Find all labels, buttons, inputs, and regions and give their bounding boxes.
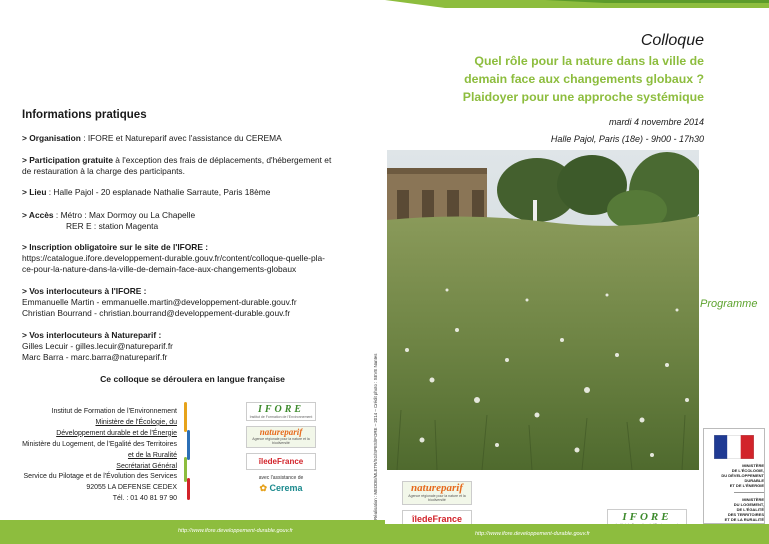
ministry-line: DU DÉVELOPPEMENT (721, 473, 764, 478)
credits-text: Réalisation : MEDDE/MLETR/SG/SPES/IFORE – 2014 – Crédit photo : SEVE Nantes (373, 353, 378, 520)
ministry-line: DE L'ÉGALITÉ (736, 507, 764, 512)
organisation-line (22, 133, 374, 144)
natureparif-logo-text: natureparif (259, 427, 303, 437)
ifore-contacts-label: > Vos interlocuteurs à l'IFORE : (22, 286, 147, 296)
ministry-line: MINISTÈRE (742, 463, 764, 468)
ifore-contacts (22, 286, 374, 319)
info-title: Informations pratiques (22, 109, 147, 121)
top-green-band (385, 0, 769, 8)
institution-line: Service du Pilotage et de l'Évolution des Services (23, 473, 177, 481)
institution-address (6, 407, 177, 505)
ifore-logo (246, 402, 316, 421)
headline-line: Plaidoyer pour une approche systémique (462, 90, 704, 104)
color-stripes (184, 402, 192, 502)
ministry-line: DES TERRITOIRES (727, 512, 764, 517)
event-headline (404, 52, 704, 106)
lieu-value: : Halle Pajol - 20 esplanade Nathalie Sarraute, Paris 18ème (46, 187, 271, 197)
natureparif-logo-text: natureparif (411, 482, 463, 494)
footer-url-right[interactable]: http://www.ifore.developpement-durable.gouv.fr (475, 531, 590, 537)
ifore-logo-text: IFORE (622, 511, 672, 523)
natureparif-contacts (22, 330, 374, 363)
lieu-line (22, 187, 374, 198)
organisation-label: > Organisation (22, 133, 81, 143)
acces-label: > Accès (22, 210, 54, 220)
event-place: Halle Pajol, Paris (18e) - 9h00 - 17h30 (550, 134, 704, 144)
institution-line: Institut de Formation de l'Environnement (51, 408, 177, 415)
acces-line (22, 210, 374, 232)
ministry-logo (703, 428, 765, 524)
natureparif-contact-2[interactable]: Marc Barra - marc.barra@natureparif.fr (22, 352, 168, 362)
iledefrance-logo-large: îledeFrance (402, 510, 472, 528)
institution-line: Ministère du Logement, de l'Egalité des Territoires (22, 440, 177, 448)
institution-line: Secrétariat Général (116, 462, 177, 470)
acces-value-1: : Métro : Max Dormoy ou La Chapelle (53, 210, 196, 220)
participation-value-2: de restauration à la charge des participants. (22, 166, 185, 176)
cerema-icon: ✿ (259, 483, 267, 493)
natureparif-logo-subtitle: Agence régionale pour la nature et la biodiversité (252, 437, 310, 445)
organisation-value: : IFORE et Natureparif avec l'assistance du CEREMA (80, 133, 282, 143)
ifore-logo-subtitle: Institut de Formation de l'Environnement (249, 415, 313, 419)
assist-label: avec l'assistance de (258, 475, 304, 481)
institution-line: 92055 LA DEFENSE CEDEX (86, 484, 177, 492)
inscription-line (22, 242, 374, 275)
lieu-label: > Lieu (22, 187, 47, 197)
inscription-label: > Inscription obligatoire sur le site de l'IFORE : (22, 242, 209, 252)
headline-line: demain face aux changements globaux ? (464, 72, 704, 86)
natureparif-logo-large (402, 481, 472, 505)
natureparif-logo (246, 426, 316, 448)
participation-line (22, 155, 374, 177)
headline-line: Quel rôle pour la nature dans la ville de (474, 54, 704, 68)
ministry-logement (706, 497, 764, 522)
natureparif-contact-1[interactable]: Gilles Lecuir - gilles.lecuir@natureparif.fr (22, 341, 173, 351)
ifore-contact-1[interactable]: Emmanuelle Martin - emmanuelle.martin@developpement-durable.gouv.fr (22, 297, 297, 307)
institution-line: Ministère de l'Écologie, du (95, 418, 177, 426)
institution-line: Tél. : 01 40 81 97 90 (112, 495, 177, 503)
marianne-flag-icon (714, 435, 754, 459)
event-date: mardi 4 novembre 2014 (608, 117, 704, 127)
event-type: Colloque (640, 32, 704, 49)
credits-vertical (373, 260, 381, 520)
natureparif-contacts-label: > Vos interlocuteurs à Natureparif : (22, 330, 162, 340)
partner-logos (246, 402, 316, 494)
ministry-divider (734, 492, 764, 493)
ministry-ecologie (706, 463, 764, 488)
acces-value-2: RER E : station Magenta (66, 221, 159, 231)
iledefrance-logo: îledeFrance (246, 453, 316, 470)
participation-label: > Participation gratuite (22, 155, 113, 165)
ministry-line: ET DE LA RURALITÉ (724, 517, 764, 522)
meadow-photo (387, 150, 699, 470)
natureparif-logo-subtitle: Agence régionale pour la nature et la biodiversité (408, 494, 466, 502)
ministry-line: DE L'ÉCOLOGIE, (731, 468, 764, 473)
ifore-logo-text: IFORE (257, 404, 305, 415)
footer-left (0, 520, 385, 544)
cerema-logo-text: Cerema (269, 483, 303, 493)
institution-line: Développement durable et de l'Énergie (56, 429, 177, 437)
ministry-line: DURABLE (744, 478, 764, 483)
inscription-url-2[interactable]: ce-pour-la-nature-dans-la-ville-de-demain-face-aux-changements-globaux (22, 264, 297, 274)
inscription-url-1[interactable]: https://catalogue.ifore.developpement-durable.gouv.fr/content/colloque-quelle-pla- (22, 253, 325, 263)
ministry-line: DU LOGEMENT, (733, 502, 764, 507)
ministry-line: ET DE L'ÉNERGIE (729, 483, 764, 488)
footer-url-left[interactable]: http://www.ifore.developpement-durable.gouv.fr (178, 528, 293, 534)
ifore-contact-2[interactable]: Christian Bourrand - christian.bourrand@developpement-durable.gouv.fr (22, 308, 291, 318)
participation-value-1: à l'exception des frais de déplacements, d'hébergement et (112, 155, 332, 165)
programme-label: Programme (700, 298, 758, 310)
institution-line: et de la Ruralité (127, 451, 177, 459)
footer-right (385, 524, 769, 544)
ministry-line: MINISTÈRE (742, 497, 764, 502)
language-note: Ce colloque se déroulera en langue française (100, 374, 285, 384)
cerema-logo (246, 483, 316, 494)
